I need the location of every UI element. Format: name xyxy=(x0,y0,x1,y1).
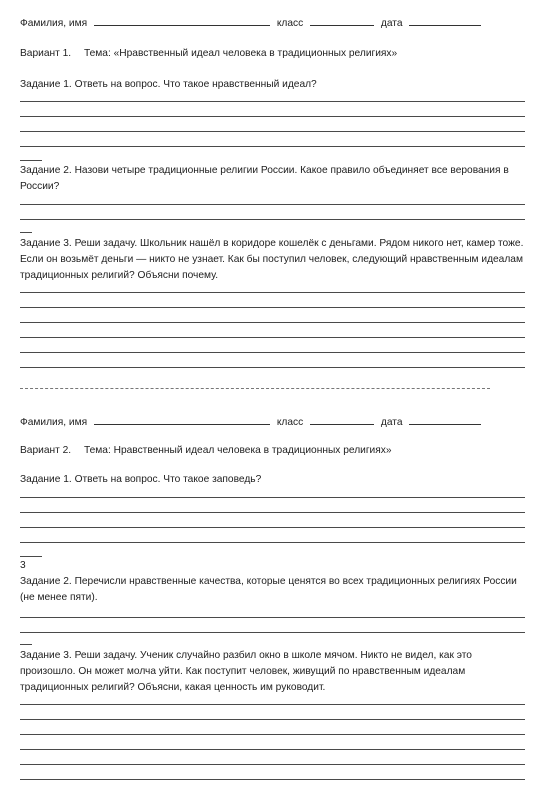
answer-line[interactable] xyxy=(20,764,525,765)
variant-title-2 xyxy=(20,444,392,457)
answer-line[interactable] xyxy=(20,749,525,750)
answer-line[interactable] xyxy=(20,719,525,720)
variant-label: Вариант 2. xyxy=(20,445,72,456)
answer-line[interactable] xyxy=(20,307,525,308)
short-line xyxy=(20,556,42,557)
task-2-question: Задание 2. Назови четыре традиционные религии России. Какое правило объединяет все верования в России? xyxy=(20,165,509,192)
short-line xyxy=(20,232,32,233)
answer-line[interactable] xyxy=(20,542,525,543)
answer-line[interactable] xyxy=(20,131,525,132)
topic-label: Тема: «Нравственный идеал человека в традиционных религиях» xyxy=(83,48,398,59)
header-line-1 xyxy=(20,14,481,30)
date-field[interactable] xyxy=(409,413,481,425)
answer-line[interactable] xyxy=(20,704,525,705)
answer-line[interactable] xyxy=(20,219,525,220)
answer-line[interactable] xyxy=(20,497,525,498)
short-line xyxy=(20,160,42,161)
answer-line[interactable] xyxy=(20,146,525,147)
answer-line[interactable] xyxy=(20,101,525,102)
answer-line[interactable] xyxy=(20,116,525,117)
class-label: класс xyxy=(276,417,304,428)
answer-line[interactable] xyxy=(20,352,525,353)
variant-title-1 xyxy=(20,47,397,60)
answer-line[interactable] xyxy=(20,322,525,323)
class-field[interactable] xyxy=(310,14,374,26)
short-line xyxy=(20,644,32,645)
answer-line[interactable] xyxy=(20,527,525,528)
topic-label: Тема: Нравственный идеал человека в традиционных религиях» xyxy=(83,445,392,456)
stray-digit: 3 xyxy=(20,560,26,571)
date-field[interactable] xyxy=(409,14,481,26)
answer-line[interactable] xyxy=(20,779,525,780)
answer-line[interactable] xyxy=(20,337,525,338)
answer-line[interactable] xyxy=(20,632,525,633)
task-3-question: Задание 3. Реши задачу. Школьник нашёл в коридоре кошелёк с деньгами. Рядом никого нет, камер тоже. Если он возьмёт деньги — никто не узнает. Как бы поступил человек, следующий нравственным идеалам традиционных религий? Объясни почему. xyxy=(20,238,524,281)
cut-line xyxy=(20,388,490,389)
answer-line[interactable] xyxy=(20,734,525,735)
task-1-question: Задание 1. Ответь на вопрос. Что такое нравственный идеал? xyxy=(20,79,317,90)
answer-line[interactable] xyxy=(20,292,525,293)
header-line-2 xyxy=(20,413,481,429)
class-field[interactable] xyxy=(310,413,374,425)
class-label: класс xyxy=(276,18,304,29)
answer-line[interactable] xyxy=(20,512,525,513)
task-3-question: Задание 3. Реши задачу. Ученик случайно разбил окно в школе мячом. Никто не видел, как это произошло. Он может молча уйти. Как поступит человек, живущий по нравственным идеалам традиционных религий? Объясни, какая ценность им руководит. xyxy=(20,650,472,693)
variant-label: Вариант 1. xyxy=(20,48,72,59)
date-label: дата xyxy=(380,417,403,428)
date-label: дата xyxy=(380,18,403,29)
answer-line[interactable] xyxy=(20,617,525,618)
task-2-question: Задание 2. Перечисли нравственные качества, которые ценятся во всех традиционных религиях России (не менее пяти). xyxy=(20,576,517,603)
name-label: Фамилия, имя xyxy=(20,18,88,29)
name-label: Фамилия, имя xyxy=(20,417,88,428)
task-1-question: Задание 1. Ответь на вопрос. Что такое заповедь? xyxy=(20,474,262,485)
name-field[interactable] xyxy=(94,14,270,26)
answer-line[interactable] xyxy=(20,367,525,368)
name-field[interactable] xyxy=(94,413,270,425)
answer-line[interactable] xyxy=(20,204,525,205)
